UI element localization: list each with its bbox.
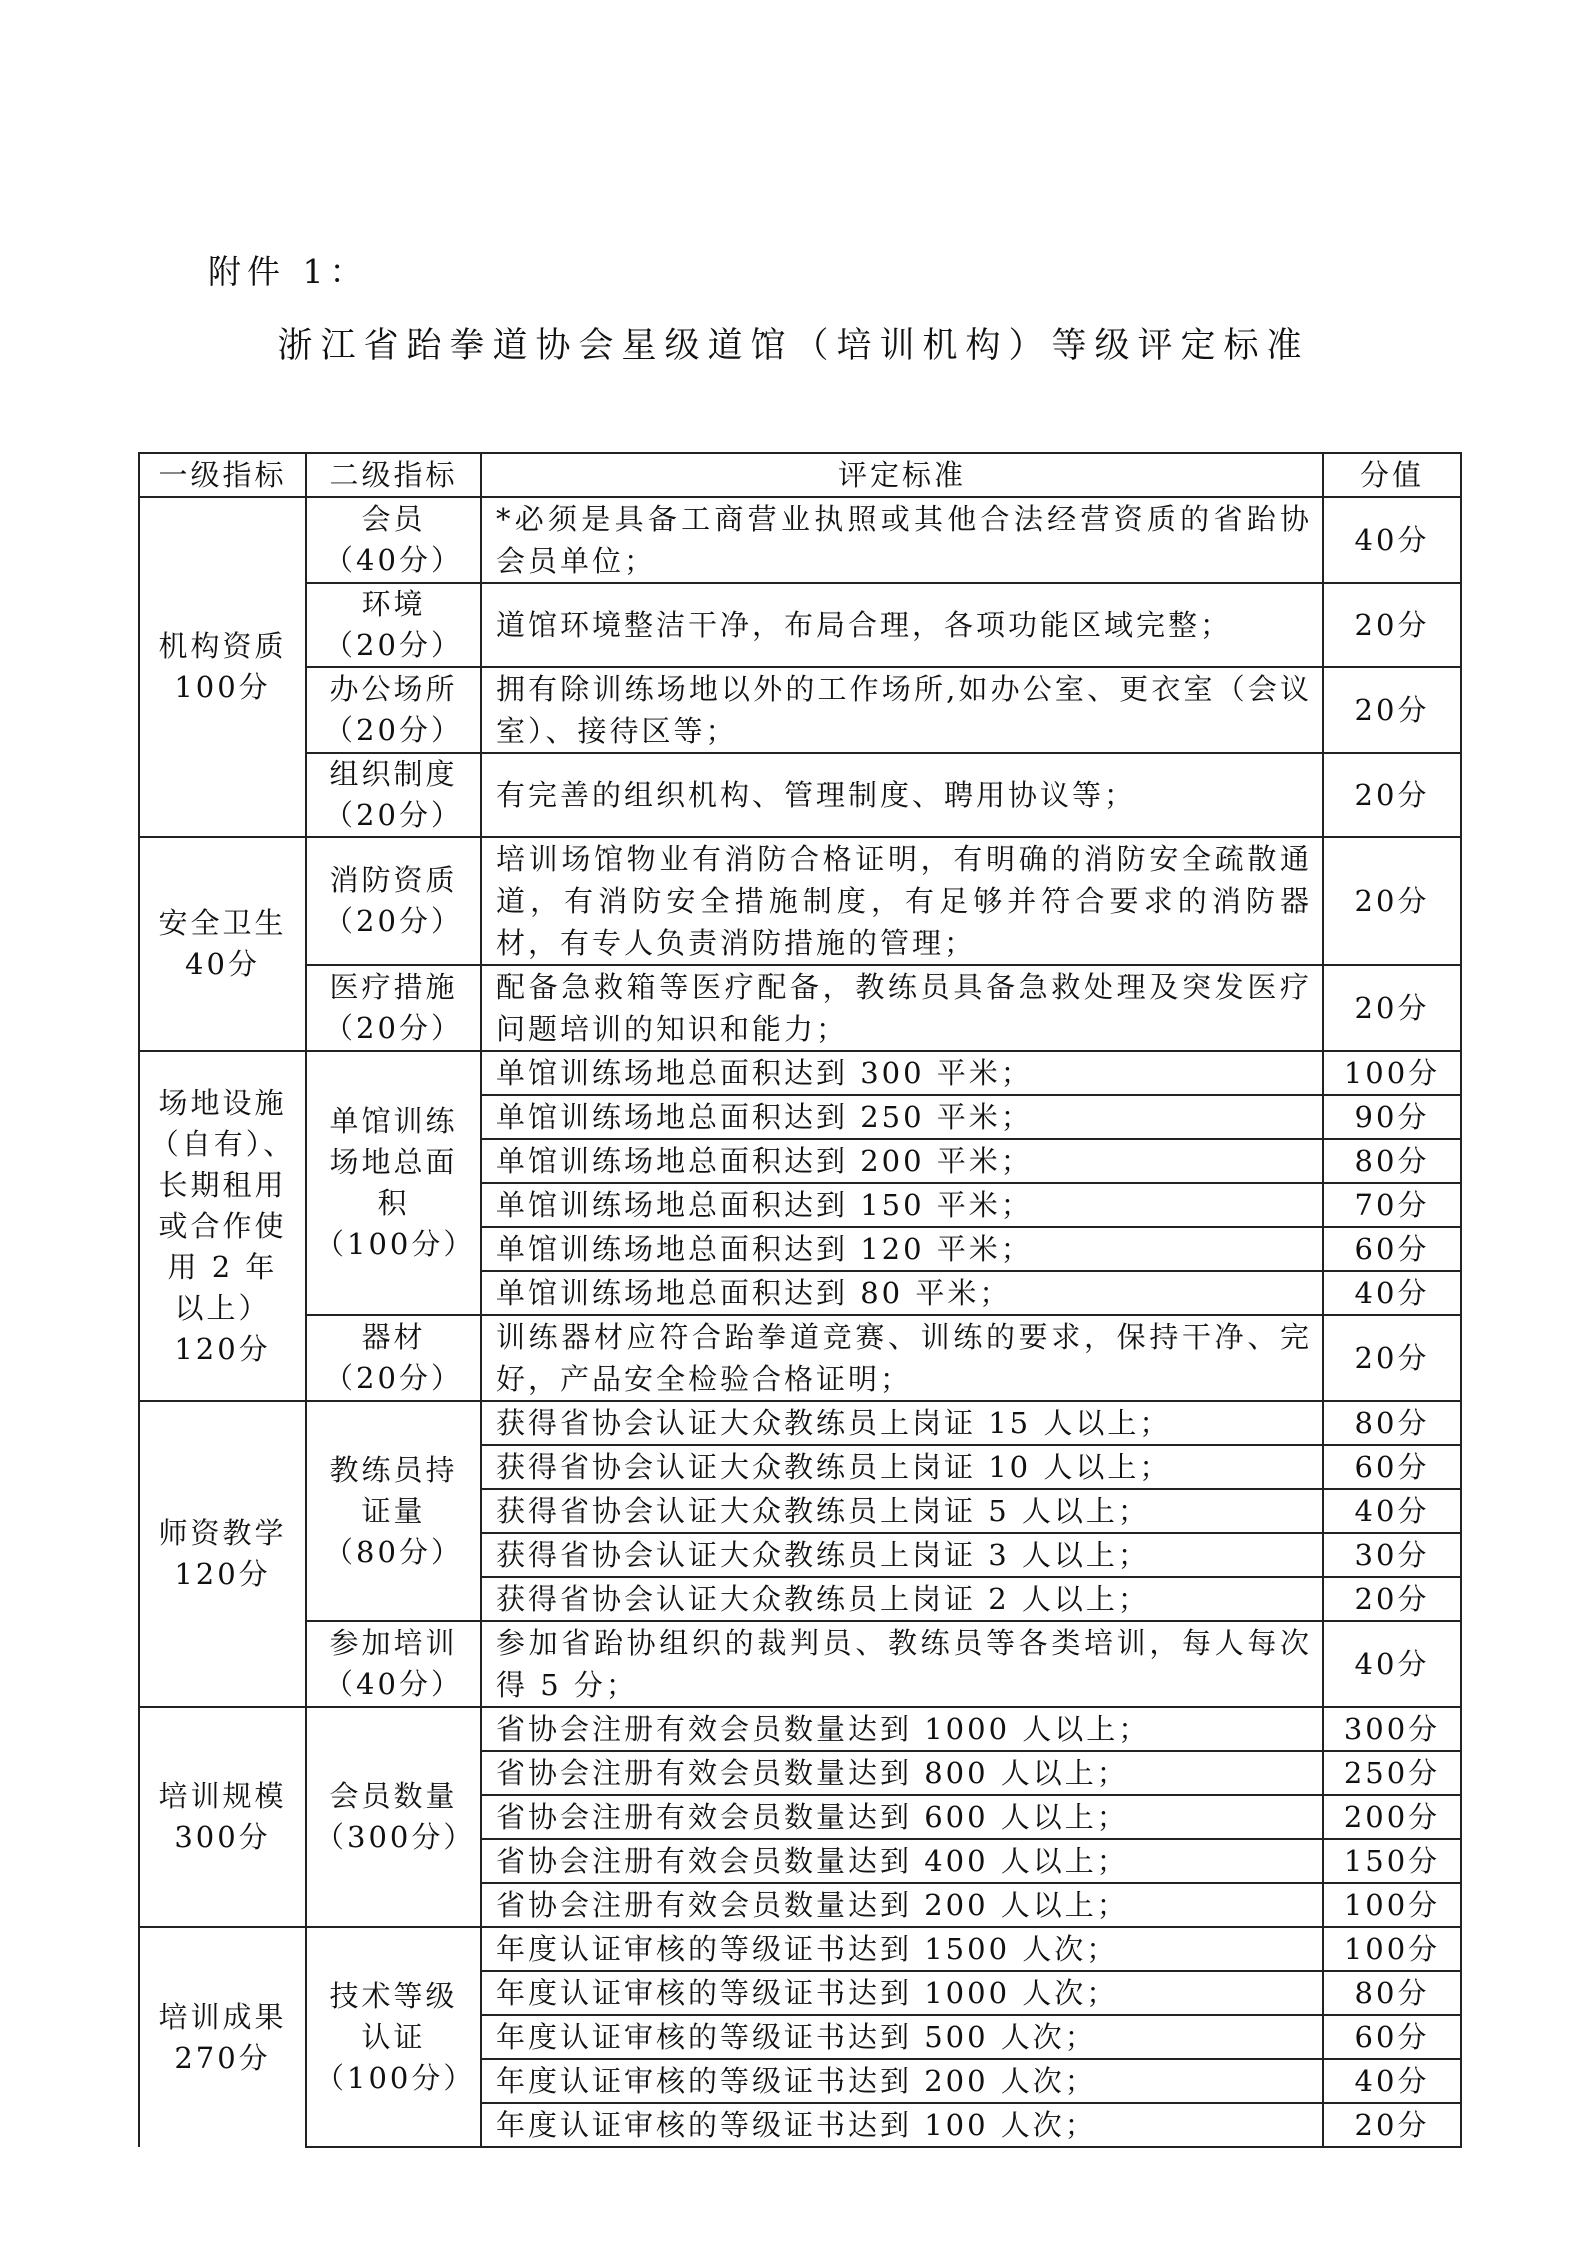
level1-indicator: 安全卫生 40分	[139, 837, 306, 1051]
score-cell: 30分	[1323, 1533, 1461, 1577]
score-cell: 20分	[1323, 1315, 1461, 1401]
criterion-cell: 拥有除训练场地以外的工作场所,如办公室、更衣室（会议室）、接待区等；	[481, 667, 1323, 753]
level2-indicator: 技术等级 认证 （100分）	[306, 1927, 481, 2147]
header-level1: 一级指标	[139, 453, 306, 497]
level2-indicator: 消防资质 （20分）	[306, 837, 481, 965]
level1-indicator: 场地设施 （自有）、 长期租用 或合作使 用 2 年 以上） 120分	[139, 1051, 306, 1401]
score-cell: 20分	[1323, 753, 1461, 837]
level2-indicator: 器材 （20分）	[306, 1315, 481, 1401]
criterion-cell: 获得省协会认证大众教练员上岗证 2 人以上；	[481, 1577, 1323, 1621]
level2-indicator: 会员数量 （300分）	[306, 1707, 481, 1927]
score-cell: 300分	[1323, 1707, 1461, 1751]
level1-indicator: 培训成果 270分	[139, 1927, 306, 2147]
score-cell: 40分	[1323, 1489, 1461, 1533]
header-score: 分值	[1323, 453, 1461, 497]
score-cell: 80分	[1323, 1139, 1461, 1183]
table-row	[139, 1707, 1461, 1751]
score-cell: 40分	[1323, 2059, 1461, 2103]
criterion-cell: 年度认证审核的等级证书达到 100 人次；	[481, 2103, 1323, 2147]
table-row	[139, 1051, 1461, 1095]
score-cell: 40分	[1323, 1271, 1461, 1315]
score-cell: 100分	[1323, 1927, 1461, 1971]
table-row	[139, 583, 1461, 667]
table-row	[139, 497, 1461, 583]
score-cell: 40分	[1323, 1621, 1461, 1707]
table-row	[139, 837, 1461, 965]
criterion-cell: *必须是具备工商营业执照或其他合法经营资质的省跆协会员单位；	[481, 497, 1323, 583]
level2-indicator: 教练员持 证量 （80分）	[306, 1401, 481, 1621]
score-cell: 20分	[1323, 1577, 1461, 1621]
criterion-cell: 年度认证审核的等级证书达到 200 人次；	[481, 2059, 1323, 2103]
score-cell: 60分	[1323, 2015, 1461, 2059]
table-header-row	[139, 453, 1461, 497]
level2-indicator: 环境 （20分）	[306, 583, 481, 667]
score-cell: 70分	[1323, 1183, 1461, 1227]
score-cell: 20分	[1323, 667, 1461, 753]
criterion-cell: 年度认证审核的等级证书达到 1000 人次；	[481, 1971, 1323, 2015]
criterion-cell: 配备急救箱等医疗配备，教练员具备急救处理及突发医疗问题培训的知识和能力；	[481, 965, 1323, 1051]
header-criteria: 评定标准	[481, 453, 1323, 497]
score-cell: 250分	[1323, 1751, 1461, 1795]
score-cell: 100分	[1323, 1883, 1461, 1927]
criterion-cell: 省协会注册有效会员数量达到 400 人以上；	[481, 1839, 1323, 1883]
level1-indicator: 培训规模 300分	[139, 1707, 306, 1927]
score-cell: 20分	[1323, 965, 1461, 1051]
criterion-cell: 单馆训练场地总面积达到 200 平米；	[481, 1139, 1323, 1183]
score-cell: 20分	[1323, 2103, 1461, 2147]
criterion-cell: 省协会注册有效会员数量达到 600 人以上；	[481, 1795, 1323, 1839]
table-row	[139, 667, 1461, 753]
header-level2: 二级指标	[306, 453, 481, 497]
level2-indicator: 会员 （40分）	[306, 497, 481, 583]
criterion-cell: 省协会注册有效会员数量达到 800 人以上；	[481, 1751, 1323, 1795]
rating-standards-table	[138, 452, 1462, 2148]
criterion-cell: 获得省协会认证大众教练员上岗证 15 人以上；	[481, 1401, 1323, 1445]
table-row	[139, 1927, 1461, 1971]
score-cell: 90分	[1323, 1095, 1461, 1139]
score-cell: 80分	[1323, 1971, 1461, 2015]
criterion-cell: 单馆训练场地总面积达到 150 平米；	[481, 1183, 1323, 1227]
table-row	[139, 1621, 1461, 1707]
criterion-cell: 参加省跆协组织的裁判员、教练员等各类培训，每人每次得 5 分；	[481, 1621, 1323, 1707]
table-row	[139, 1315, 1461, 1401]
attachment-label: 附件 1：	[208, 252, 369, 291]
score-cell: 200分	[1323, 1795, 1461, 1839]
level1-indicator: 机构资质 100分	[139, 497, 306, 837]
document-title: 浙江省跆拳道协会星级道馆（培训机构）等级评定标准	[277, 326, 1310, 366]
criterion-cell: 省协会注册有效会员数量达到 1000 人以上；	[481, 1707, 1323, 1751]
criterion-cell: 道馆环境整洁干净，布局合理，各项功能区域完整；	[481, 583, 1323, 667]
criterion-cell: 省协会注册有效会员数量达到 200 人以上；	[481, 1883, 1323, 1927]
level2-indicator: 组织制度 （20分）	[306, 753, 481, 837]
criterion-cell: 有完善的组织机构、管理制度、聘用协议等；	[481, 753, 1323, 837]
criterion-cell: 单馆训练场地总面积达到 120 平米；	[481, 1227, 1323, 1271]
criterion-cell: 获得省协会认证大众教练员上岗证 10 人以上；	[481, 1445, 1323, 1489]
level2-indicator: 单馆训练 场地总面 积 （100分）	[306, 1051, 481, 1315]
criterion-cell: 单馆训练场地总面积达到 250 平米；	[481, 1095, 1323, 1139]
criterion-cell: 获得省协会认证大众教练员上岗证 5 人以上；	[481, 1489, 1323, 1533]
table-row	[139, 1401, 1461, 1445]
criterion-cell: 单馆训练场地总面积达到 300 平米；	[481, 1051, 1323, 1095]
score-cell: 20分	[1323, 837, 1461, 965]
criterion-cell: 培训场馆物业有消防合格证明，有明确的消防安全疏散通道，有消防安全措施制度，有足够并符合要求的消防器材，有专人负责消防措施的管理；	[481, 837, 1323, 965]
criterion-cell: 单馆训练场地总面积达到 80 平米；	[481, 1271, 1323, 1315]
level1-indicator: 师资教学 120分	[139, 1401, 306, 1707]
criterion-cell: 年度认证审核的等级证书达到 500 人次；	[481, 2015, 1323, 2059]
score-cell: 150分	[1323, 1839, 1461, 1883]
level2-indicator: 医疗措施 （20分）	[306, 965, 481, 1051]
table-row	[139, 965, 1461, 1051]
score-cell: 60分	[1323, 1445, 1461, 1489]
score-cell: 80分	[1323, 1401, 1461, 1445]
score-cell: 20分	[1323, 583, 1461, 667]
criterion-cell: 训练器材应符合跆拳道竞赛、训练的要求，保持干净、完好，产品安全检验合格证明；	[481, 1315, 1323, 1401]
table-row	[139, 753, 1461, 837]
level2-indicator: 参加培训 （40分）	[306, 1621, 481, 1707]
score-cell: 100分	[1323, 1051, 1461, 1095]
criterion-cell: 年度认证审核的等级证书达到 1500 人次；	[481, 1927, 1323, 1971]
criterion-cell: 获得省协会认证大众教练员上岗证 3 人以上；	[481, 1533, 1323, 1577]
level2-indicator: 办公场所 （20分）	[306, 667, 481, 753]
table-body	[139, 497, 1461, 2147]
score-cell: 40分	[1323, 497, 1461, 583]
score-cell: 60分	[1323, 1227, 1461, 1271]
